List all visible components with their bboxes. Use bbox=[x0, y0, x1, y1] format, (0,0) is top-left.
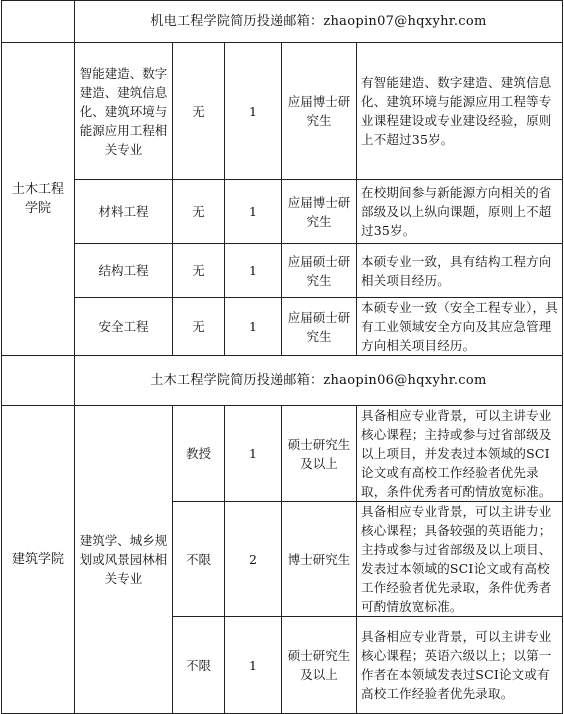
requirement-cell: 有智能建造、数字建造、建筑信息化、建筑环境与能源应用工程等专业课程建设或专业建设经验，原则上不超过35岁。 bbox=[357, 43, 563, 180]
title-cell: 不限 bbox=[173, 502, 225, 617]
major-cell: 结构工程 bbox=[75, 244, 173, 298]
requirement-cell: 本硕专业一致，具有结构工程方向相关项目经历。 bbox=[357, 244, 563, 298]
title-cell: 教授 bbox=[173, 406, 225, 502]
department-cell: 建筑学院 bbox=[2, 406, 75, 714]
requirement-cell: 本硕专业一致（安全工程专业），具有工业领域安全方向及其应急管理方向相关项目经历。 bbox=[357, 298, 563, 356]
empty-cell bbox=[2, 356, 75, 406]
table-row bbox=[2, 406, 563, 502]
requirement-cell: 具备相应专业背景，可以主讲专业核心课程；英语六级以上；以第一作者在本领域发表过SCI论文或有高校工作经验者优先录取。 bbox=[357, 617, 563, 714]
title-cell: 不限 bbox=[173, 617, 225, 714]
count-cell: 1 bbox=[225, 43, 282, 180]
count-cell: 1 bbox=[225, 406, 282, 502]
table-row bbox=[2, 298, 563, 356]
email-row-civil bbox=[2, 356, 563, 406]
education-cell: 硕士研究生及以上 bbox=[282, 406, 357, 502]
education-cell: 应届博士研究生 bbox=[282, 43, 357, 180]
count-cell: 1 bbox=[225, 244, 282, 298]
requirement-cell: 具备相应专业背景，可以主讲专业核心课程；具备较强的英语能力；主持或参与过省部级及以上项目、发表过本领域的SCI论文或有高校工作经验者优先录取，条件优秀者可酌情放宽标准。 bbox=[357, 502, 563, 617]
email-cell bbox=[75, 356, 563, 406]
count-cell: 2 bbox=[225, 502, 282, 617]
email-row-mechatronics bbox=[2, 1, 563, 43]
recruitment-table bbox=[1, 0, 563, 714]
education-cell: 应届硕士研究生 bbox=[282, 244, 357, 298]
email-text: 机电工程学院简历投递邮箱：zhaopin07@hqxyhr.com bbox=[150, 14, 487, 29]
requirement-cell: 具备相应专业背景，可以主讲专业核心课程；主持或参与过省部级及以上项目，并发表过本领域的SCI论文或有高校工作经验者优先录取，条件优秀者可酌情放宽标准。 bbox=[357, 406, 563, 502]
title-cell: 无 bbox=[173, 180, 225, 244]
education-cell: 博士研究生 bbox=[282, 502, 357, 617]
education-cell: 应届博士研究生 bbox=[282, 180, 357, 244]
education-cell: 硕士研究生及以上 bbox=[282, 617, 357, 714]
major-cell: 安全工程 bbox=[75, 298, 173, 356]
major-cell: 智能建造、数字建造、建筑信息化、建筑环境与能源应用工程相关专业 bbox=[75, 43, 173, 180]
table-row bbox=[2, 244, 563, 298]
table-row bbox=[2, 43, 563, 180]
count-cell: 1 bbox=[225, 298, 282, 356]
empty-cell bbox=[2, 1, 75, 43]
email-cell bbox=[75, 1, 563, 43]
title-cell: 无 bbox=[173, 43, 225, 180]
requirement-cell: 在校期间参与新能源方向相关的省部级及以上纵向课题，原则上不超过35岁。 bbox=[357, 180, 563, 244]
count-cell: 1 bbox=[225, 180, 282, 244]
department-cell: 土木工程学院 bbox=[2, 43, 75, 356]
title-cell: 无 bbox=[173, 244, 225, 298]
title-cell: 无 bbox=[173, 298, 225, 356]
count-cell: 1 bbox=[225, 617, 282, 714]
table-row bbox=[2, 180, 563, 244]
major-cell: 建筑学、城乡规划或风景园林相关专业 bbox=[75, 406, 173, 714]
major-cell: 材料工程 bbox=[75, 180, 173, 244]
email-text: 土木工程学院简历投递邮箱：zhaopin06@hqxyhr.com bbox=[150, 373, 487, 388]
education-cell: 应届硕士研究生 bbox=[282, 298, 357, 356]
